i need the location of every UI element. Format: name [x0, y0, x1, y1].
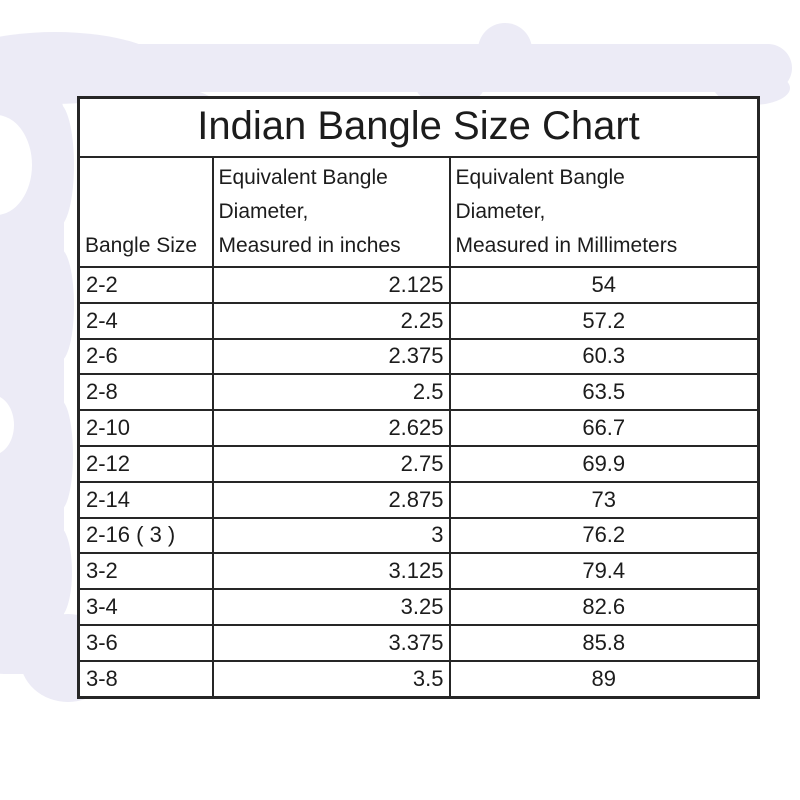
header-line: Equivalent Bangle: [455, 166, 625, 189]
diameter-millimeters-cell: 54: [450, 267, 759, 303]
header-line: Measured in Millimeters: [455, 234, 678, 257]
diameter-millimeters-cell: 63.5: [450, 374, 759, 410]
bangle-size-cell: 3-6: [79, 625, 213, 661]
table-row: [79, 374, 759, 410]
page-title: Indian Bangle Size Chart: [79, 98, 759, 158]
diameter-inches-cell: 2.375: [213, 339, 450, 375]
bangle-size-cell: 2-2: [79, 267, 213, 303]
diameter-inches-cell: 3: [213, 518, 450, 554]
table-row: [79, 589, 759, 625]
bangle-size-cell: 2-12: [79, 446, 213, 482]
bangle-size-cell: 3-2: [79, 553, 213, 589]
diameter-millimeters-cell: 82.6: [450, 589, 759, 625]
diameter-inches-cell: 3.375: [213, 625, 450, 661]
table-row: [79, 446, 759, 482]
table-row: [79, 303, 759, 339]
bangle-size-cell: 2-10: [79, 410, 213, 446]
header-row: [79, 157, 759, 267]
table-row: [79, 661, 759, 697]
diameter-millimeters-cell: 73: [450, 482, 759, 518]
column-header-bangle-size: Bangle Size: [79, 157, 213, 267]
table-row: [79, 482, 759, 518]
diameter-inches-cell: 3.125: [213, 553, 450, 589]
header-line: Equivalent Bangle: [218, 166, 388, 189]
bangle-size-cell: 2-16 ( 3 ): [79, 518, 213, 554]
bangle-size-cell: 2-4: [79, 303, 213, 339]
diameter-millimeters-cell: 69.9: [450, 446, 759, 482]
bangle-size-cell: 3-8: [79, 661, 213, 697]
table-row: [79, 518, 759, 554]
bangle-size-cell: 2-6: [79, 339, 213, 375]
diameter-inches-cell: 2.875: [213, 482, 450, 518]
diameter-millimeters-cell: 57.2: [450, 303, 759, 339]
diameter-millimeters-cell: 66.7: [450, 410, 759, 446]
diameter-inches-cell: 2.625: [213, 410, 450, 446]
diameter-millimeters-cell: 76.2: [450, 518, 759, 554]
diameter-millimeters-cell: 85.8: [450, 625, 759, 661]
diameter-millimeters-cell: 60.3: [450, 339, 759, 375]
diameter-inches-cell: 2.125: [213, 267, 450, 303]
diameter-inches-cell: 2.5: [213, 374, 450, 410]
table-row: [79, 553, 759, 589]
bangle-size-cell: 2-14: [79, 482, 213, 518]
bangle-size-chart-sheet: [77, 96, 760, 699]
table-row: [79, 339, 759, 375]
table-row: [79, 410, 759, 446]
diameter-inches-cell: 3.5: [213, 661, 450, 697]
table-row: [79, 625, 759, 661]
header-line: Diameter,: [455, 200, 546, 223]
bangle-size-cell: 3-4: [79, 589, 213, 625]
table-row: [79, 267, 759, 303]
header-line: Measured in inches: [218, 234, 401, 257]
diameter-millimeters-cell: 89: [450, 661, 759, 697]
table-body: [79, 267, 759, 697]
bangle-size-table: [77, 96, 760, 699]
title-row: [79, 98, 759, 158]
header-line: Diameter,: [218, 200, 309, 223]
column-header-diameter-inches: [213, 157, 450, 267]
diameter-millimeters-cell: 79.4: [450, 553, 759, 589]
diameter-inches-cell: 2.25: [213, 303, 450, 339]
column-header-diameter-millimeters: [450, 157, 759, 267]
bangle-size-cell: 2-8: [79, 374, 213, 410]
diameter-inches-cell: 2.75: [213, 446, 450, 482]
diameter-inches-cell: 3.25: [213, 589, 450, 625]
